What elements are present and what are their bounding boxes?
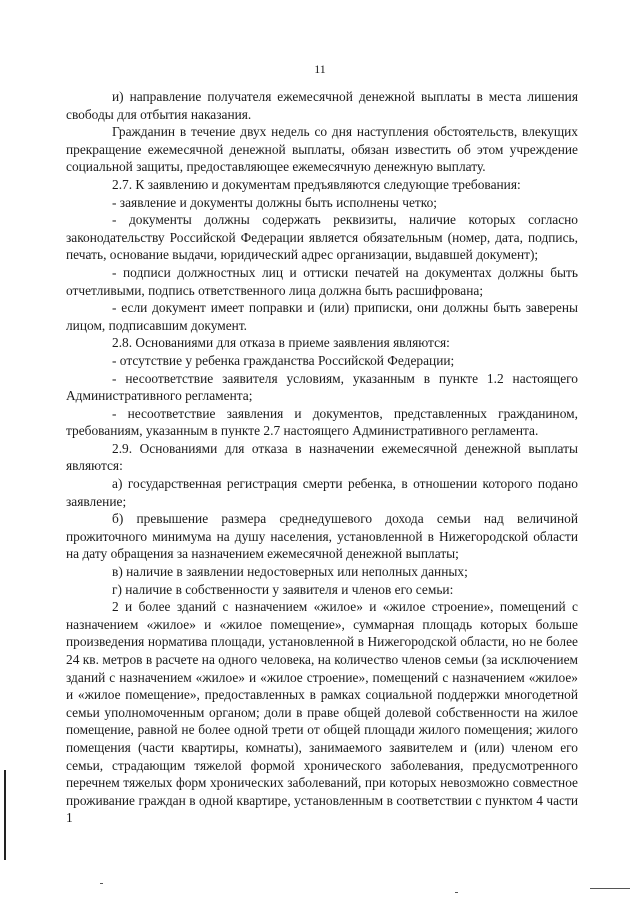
scan-mark	[100, 883, 103, 884]
paragraph: - подписи должностных лиц и оттиски печатей на документах должны быть отчетливыми, подпись ответственного лица должна быть расшифрована;	[66, 264, 578, 298]
paragraph: б) превышение размера среднедушевого дохода семьи над величиной прожиточного минимума на душу населения, установленной в Нижегородской области на дату обращения за назначением ежемесячной денежной выплаты;	[66, 511, 578, 562]
paragraph: 2.7. К заявлению и документам предъявляются следующие требования:	[112, 176, 521, 192]
paragraph: - отсутствие у ребенка гражданства Российской Федерации;	[112, 352, 455, 368]
scan-mark	[455, 892, 458, 893]
paragraph: - документы должны содержать реквизиты, наличие которых согласно законодательству Российской Федерации является обязательным (номер, дата, подпись, печать, основание выдачи, юридический адрес организации, выдавшей документ);	[66, 212, 578, 263]
paragraph: и) направление получателя ежемесячной денежной выплаты в места лишения свободы для отбытия наказания.	[66, 89, 578, 122]
paragraph: - несоответствие заявления и документов, представленных гражданином, требованиям, указанным в пункте 2.7 настоящего Административного регламента.	[66, 405, 578, 439]
paragraph: 2.8. Основаниями для отказа в приеме заявления являются:	[112, 335, 450, 351]
scan-mark	[590, 888, 630, 889]
paragraph: Гражданин в течение двух недель со дня наступления обстоятельств, влекущих прекращение ежемесячной денежной выплаты, обязан известить об этом учреждение социальной защиты, предоставляющее ежемесячную денежную выплату.	[66, 124, 578, 175]
paragraph: 2 и более зданий с назначением «жилое» и «жилое строение», помещений с назначением «жилое» и «жилое помещение», суммарная площадь которых больше произведения норматива площади, установленной в Нижегородской области, но не более 24 кв. метров в расчете на одного человека, на количество членов семьи (за исключением зданий с назначением «жилое» и «жилое строение», помещений с назначением «жилое» и «жилое помещение», предоставленных в рамках социальной поддержки многодетной семьи уполномоченным органом; доли в праве общей долевой собственности на жилое помещение, равной не более одной трети от общей площади жилого помещения; жилого помещения (части квартиры, комнаты), занимаемого заявителем и (или) членом его семьи, страдающим тяжелой формой хронического заболевания, предусмотренного перечнем тяжелых форм хронических заболеваний, при которых невозможно совместное проживание граждан в одной квартире, установленным в соответствии с пунктом 4 части 1	[66, 599, 578, 826]
paragraph: - заявление и документы должны быть исполнены четко;	[112, 194, 437, 210]
paragraph: - если документ имеет поправки и (или) приписки, они должны быть заверены лицом, подписавшим документ.	[66, 300, 578, 333]
scan-edge-line	[4, 770, 6, 860]
paragraph: - несоответствие заявителя условиям, указанным в пункте 1.2 настоящего Административного регламента;	[66, 370, 578, 404]
document-body	[66, 88, 578, 827]
page-number: 11	[314, 62, 326, 76]
paragraph: г) наличие в собственности у заявителя и членов его семьи:	[112, 581, 454, 597]
paragraph: а) государственная регистрация смерти ребенка, в отношении которого подано заявление;	[66, 476, 578, 509]
paragraph: 2.9. Основаниями для отказа в назначении ежемесячной денежной выплаты являются:	[66, 440, 578, 474]
paragraph: в) наличие в заявлении недостоверных или неполных данных;	[112, 564, 468, 580]
